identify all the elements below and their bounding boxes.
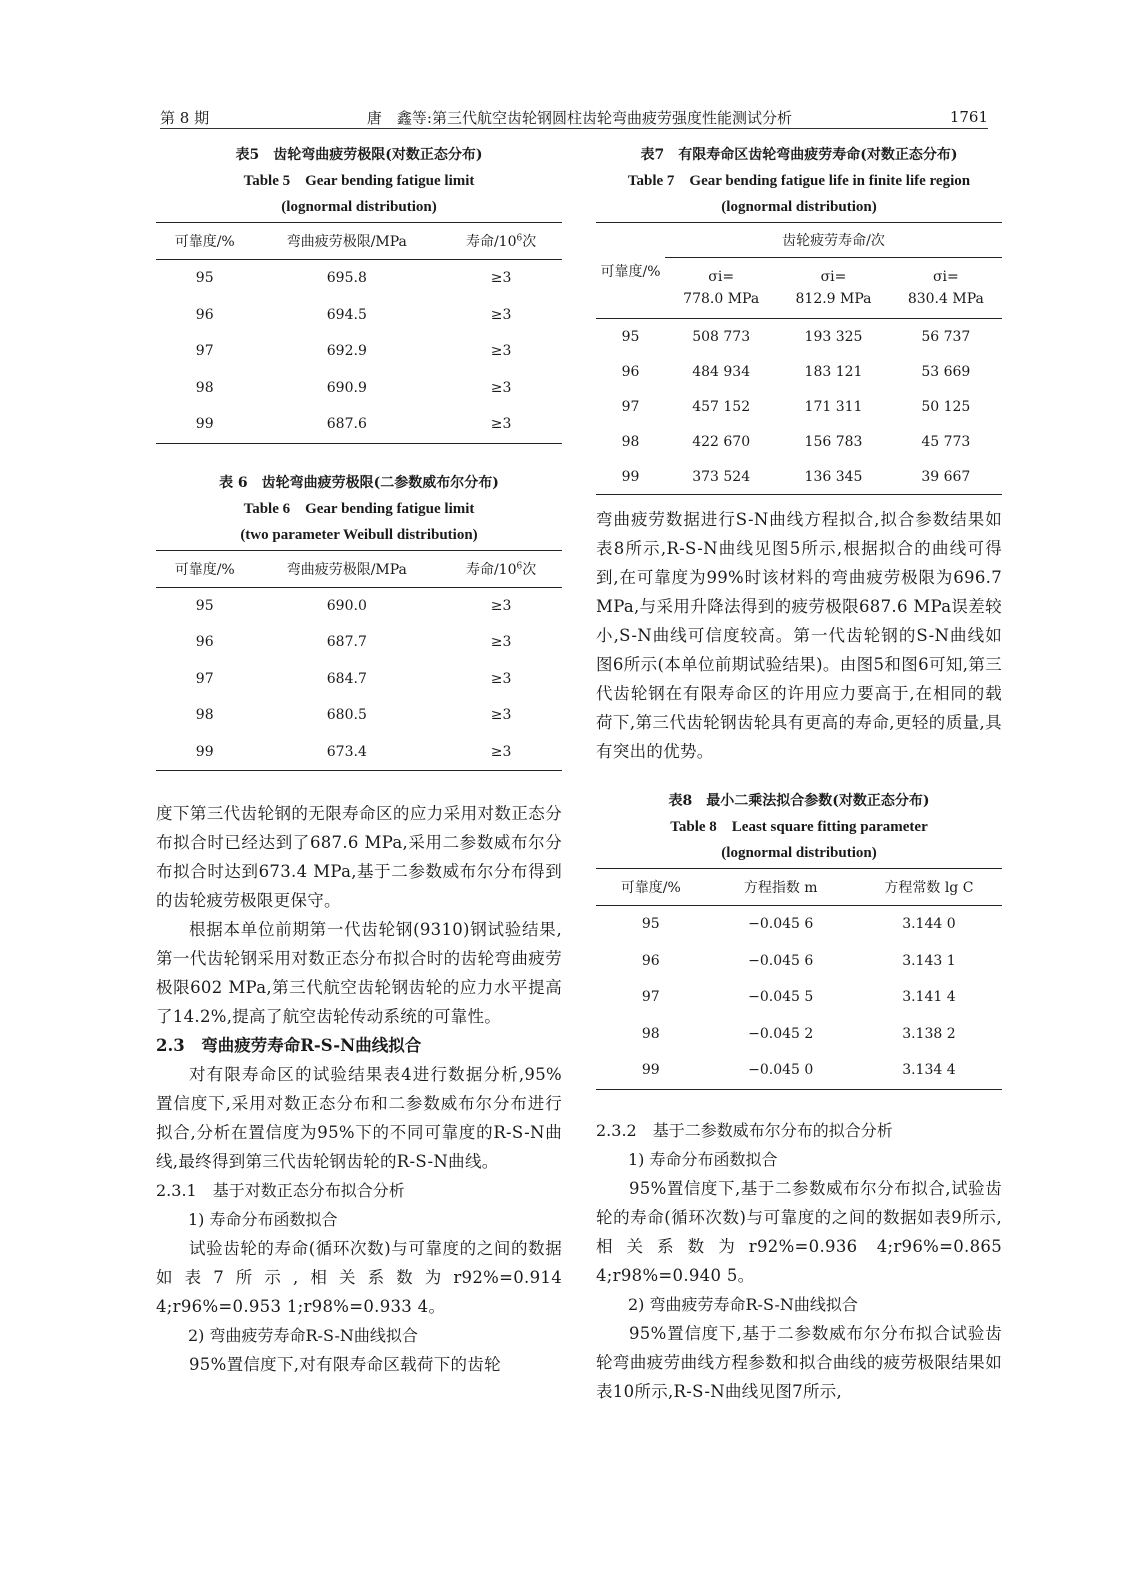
table8-col-reliability: 可靠度/% xyxy=(596,869,706,906)
section-heading-2-3: 2.3 弯曲疲劳寿命R-S-N曲线拟合 xyxy=(156,1036,422,1055)
table7-caption-cn: 表7 有限寿命区齿轮弯曲疲劳寿命(对数正态分布) xyxy=(640,147,958,163)
table-row: 97 684.7 ≥3 xyxy=(195,670,512,687)
table-row: 96 687.7 ≥3 xyxy=(195,634,512,651)
table-row: 98 −0.045 2 3.138 2 xyxy=(641,1025,956,1042)
table6-caption-en-2: (two parameter Weibull distribution) xyxy=(240,526,478,543)
table7-col-stress-2: σi= 812.9 MPa xyxy=(777,258,889,319)
running-header xyxy=(160,104,988,130)
body-paragraph: 95%置信度下,对有限寿命区载荷下的齿轮 xyxy=(189,1355,501,1374)
table7-col-stress-3: σi= 830.4 MPa xyxy=(890,258,1002,319)
table-row: 97 692.9 ≥3 xyxy=(195,343,512,360)
left-column xyxy=(156,142,562,1379)
table7-col-group: 齿轮疲劳寿命/次 xyxy=(665,223,1002,258)
table-row: 97 457 152 171 311 50 125 xyxy=(621,398,971,415)
table-row: 95 −0.045 6 3.144 0 xyxy=(641,916,956,933)
section-heading-2-3-2: 2.3.2 基于二参数威布尔分布的拟合分析 xyxy=(596,1120,893,1140)
issue-number: 第 8 期 xyxy=(160,108,210,127)
table-row: 96 484 934 183 121 53 669 xyxy=(621,363,971,380)
table8 xyxy=(596,788,1002,1090)
subheading-rsn-fit: 2) 弯曲疲劳寿命R-S-N曲线拟合 xyxy=(188,1326,418,1345)
subheading-life-fit: 1) 寿命分布函数拟合 xyxy=(628,1149,778,1169)
table5-col-limit: 弯曲疲劳极限/MPa xyxy=(253,223,440,260)
table7-caption-en: Table 7 Gear bending fatigue life in finite life region xyxy=(627,173,971,189)
table5-caption-en-2: (lognormal distribution) xyxy=(281,199,437,215)
table7-caption-en-2: (lognormal distribution) xyxy=(721,199,877,215)
table6 xyxy=(156,470,562,772)
table8-col-constant: 方程常数 lg C xyxy=(856,869,1002,906)
body-paragraph: 对有限寿命区的试验结果表4进行数据分析,95%置信度下,采用对数正态分布和二参数威布尔分布进行拟合,分析在置信度为95%下的不同可靠度的R-S-N曲线,最终得到第三代齿轮钢齿轮的R-S-N曲线。 xyxy=(156,1065,562,1171)
table-row: 99 673.4 ≥3 xyxy=(156,734,562,771)
table-row: 95 508 773 193 325 56 737 xyxy=(621,328,971,345)
body-paragraph: 根据本单位前期第一代齿轮钢(9310)钢试验结果,第一代齿轮钢采用对数正态分布拟合时的齿轮弯曲疲劳极限602 MPa,第三代航空齿轮钢齿轮的应力水平提高了14.2%,提高了航空齿轮传动系统的可靠性。 xyxy=(156,920,562,1026)
table8-col-exponent: 方程指数 m xyxy=(706,869,856,906)
body-paragraph: 95%置信度下,基于二参数威布尔分布拟合试验齿轮弯曲疲劳曲线方程参数和拟合曲线的疲劳极限结果如表10所示,R-S-N曲线见图7所示, xyxy=(596,1323,1002,1401)
table-row: 96 694.5 ≥3 xyxy=(195,306,512,323)
table-row: 99 −0.045 0 3.134 4 xyxy=(596,1052,1002,1089)
table-row: 99 687.6 ≥3 xyxy=(156,406,562,443)
right-column xyxy=(596,142,1002,1406)
table-row: 99 373 524 136 345 39 667 xyxy=(596,459,1002,495)
table-row: 97 −0.045 5 3.141 4 xyxy=(641,989,956,1006)
subheading-rsn-fit: 2) 弯曲疲劳寿命R-S-N曲线拟合 xyxy=(628,1294,858,1314)
table7-col-stress-1: σi= 778.0 MPa xyxy=(665,258,777,319)
table5-grid xyxy=(156,222,562,444)
table6-col-limit: 弯曲疲劳极限/MPa xyxy=(253,550,440,587)
table6-caption-en: Table 6 Gear bending fatigue limit xyxy=(243,500,475,517)
page-number: 1761 xyxy=(949,108,988,126)
body-paragraph: 试验齿轮的寿命(循环次数)与可靠度的之间的数据如表7所示,相关系数为r92%=0.914 4;r96%=0.953 1;r98%=0.933 4。 xyxy=(156,1239,562,1316)
table6-col-reliability: 可靠度/% xyxy=(156,550,253,587)
body-paragraph: 95%置信度下,基于二参数威布尔分布拟合,试验齿轮的寿命(循环次数)与可靠度的之间的数据如表9所示,相关系数为r92%=0.936 4;r96%=0.865 4;r98%=0.940 5。 xyxy=(596,1178,1002,1285)
body-paragraph: 度下第三代齿轮钢的无限寿命区的应力采用对数正态分布拟合时已经达到了687.6 MPa,采用二参数威布尔分布拟合时达到673.4 MPa,基于二参数威布尔分布得到的齿轮疲劳极限更保守。 xyxy=(156,804,562,910)
table8-caption-en-2: (lognormal distribution) xyxy=(721,845,877,861)
table7 xyxy=(596,142,1002,495)
table5-caption-en: Table 5 Gear bending fatigue limit xyxy=(243,173,475,189)
table8-caption-cn: 表8 最小二乘法拟合参数(对数正态分布) xyxy=(668,793,930,809)
table6-col-life: 寿命$/10^6$次 xyxy=(440,550,562,587)
table7-grid xyxy=(596,222,1002,495)
table6-caption-cn: 表 6 齿轮弯曲疲劳极限(二参数威布尔分布) xyxy=(219,474,499,491)
table8-caption-en: Table 8 Least square fitting parameter xyxy=(670,819,928,835)
section-heading-2-3-1: 2.3.1 基于对数正态分布拟合分析 xyxy=(156,1181,405,1200)
table-row: 95 690.0 ≥3 xyxy=(195,597,512,614)
table-row: 95 695.8 ≥3 xyxy=(195,270,512,287)
table8-grid xyxy=(596,868,1002,1090)
table5-col-reliability: 可靠度/% xyxy=(156,223,253,260)
table5 xyxy=(156,142,562,444)
table5-caption-cn: 表5 齿轮弯曲疲劳极限(对数正态分布) xyxy=(235,147,483,163)
table-row: 98 422 670 156 783 45 773 xyxy=(621,433,971,450)
running-title: 唐 鑫等:第三代航空齿轮钢圆柱齿轮弯曲疲劳强度性能测试分析 xyxy=(366,108,792,127)
table7-col-reliability: 可靠度/% xyxy=(596,223,665,319)
table6-grid xyxy=(156,550,562,772)
header-rule xyxy=(160,128,988,129)
subheading-life-fit: 1) 寿命分布函数拟合 xyxy=(188,1210,338,1229)
table-row: 96 −0.045 6 3.143 1 xyxy=(641,952,956,969)
table5-col-life: 寿命$/10^6$次 xyxy=(440,223,562,260)
body-paragraph: 弯曲疲劳数据进行S-N曲线方程拟合,拟合参数结果如表8所示,R-S-N曲线见图5所示,根据拟合的曲线可得到,在可靠度为99%时该材料的弯曲疲劳极限为696.7 MPa,与采用升降法得到的疲劳极限687.6 MPa误差较小,S-N曲线可信度较高。第一代齿轮钢的S-N曲线如图6所示(本单位前期试验结果)。由图5和图6可知,第三代齿轮钢在有限寿命区的许用应力要高于,在相同的载荷下,第三代齿轮钢齿轮具有更高的寿命,更轻的质量,具有突出的优势。 xyxy=(596,510,1002,761)
table-row: 98 690.9 ≥3 xyxy=(195,379,512,396)
table-row: 98 680.5 ≥3 xyxy=(195,707,512,724)
